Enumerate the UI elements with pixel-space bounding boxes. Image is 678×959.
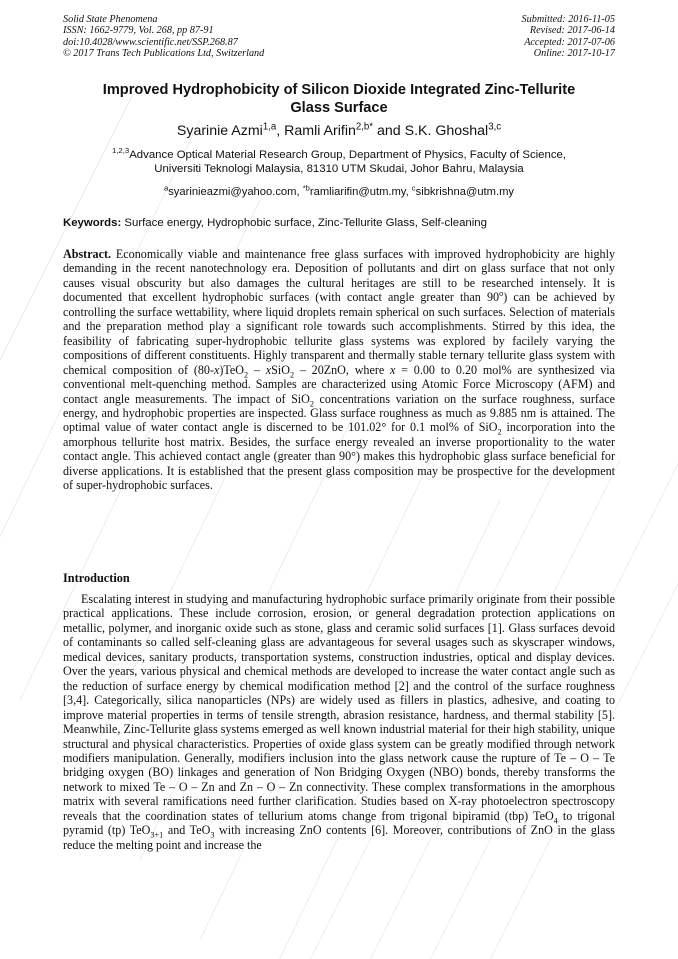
journal-issn: ISSN: 1662-9779, Vol. 268, pp 87-91 — [63, 25, 214, 37]
email-separator: , — [296, 186, 303, 198]
intro-text: to trigonal pyramid (tp) TeO — [63, 808, 615, 838]
author-emails — [63, 185, 615, 199]
date-online: Online: 2017-10-17 — [533, 47, 615, 59]
abstract-text: – 20ZnO, where — [294, 362, 391, 377]
keywords-label: Keywords: — [63, 217, 122, 229]
abstract-text: Economically viable and maintenance free glass surfaces with improved hydrophobicity are highly demanding in the recent nanotechnology era. Deposition of pollutants and dirt on glass surface that not only causes visual obscurity but also damages the cultural heritages are still to be researched intensely. It is documented that excellent hydrophobic surfaces (with contact angle greater than 90 — [63, 247, 615, 305]
date-revised: Revised: 2017-06-14 — [529, 25, 615, 37]
date-accepted: Accepted: 2017-07-06 — [524, 36, 615, 48]
email-marker: c — [411, 183, 416, 193]
email-separator: , — [405, 186, 412, 198]
abstract-label: Abstract. — [63, 247, 112, 261]
paper-title — [63, 81, 615, 117]
subscript: 2 — [309, 398, 314, 408]
intro-text: Escalating interest in studying and manufacturing hydrophobic surface primarily originate from their possible practical applications. These include corrosion, erosion, or general degradation protection applications on metallic, polymer, and inorganic oxide such as stone, glass and ceramic solid surfaces [1]. Glass surfaces devoid of contaminants so called self-cleaning glass are advantageous for several usages such as skyscraper windows, medical devices, sanitary products, transportation systems, construction industries, optical and display devices. Over the years, various physical and chemical methods are developed to increase the water contact angle such as the reduction of surface energy by chemical modification method [2] and the control of the surface roughness [3,4]. Categorically, silica nanoparticles (NPs) are widely used as fillers in plastics, adhesive, and coating to improve material properties in terms of tensile strength, abrasion resistance, hardness, and thermal stability [5]. Meanwhile, Zinc-Tellurite glass systems emerged as well known industrial material for their high stability, unique structural and physical characteristics. Properties of oxide glass system can be greatly modified through network modifiers manipulation. Generally, modifiers inclusion into the glass network cause the rupture of Te – O – Te bridging oxygen (BO) linkages and generation of Non Bridging Oxygen (NBO) bonds, thereby transforms the network to mixed Te – O – Zn and Zn – O – Zn connectivity. These complex transformations in the amorphous matrix with several ramifications need further clarification. Studies based on X-ray photoelectron spectroscopy reveals that the coordination states of tellurium atoms change from trigonal bipiramid (tbp) TeO — [63, 592, 615, 823]
journal-doi[interactable]: doi:10.4028/www.scientific.net/SSP.268.87 — [63, 36, 238, 48]
email-c[interactable]: sibkrishna@utm.my — [415, 186, 515, 198]
author-1: Syarinie Azmi — [176, 123, 263, 139]
journal-info — [63, 14, 264, 59]
abstract-text: ) can be achieved by controlling the surface wettability, where liquid droplets remain spherical on such surfaces. Selection of materials and the preparation method play a significant role towards such accomplishments. Stirred by this idea, the feasibility of fabricating super-hydrophobic tellurite glass systems was explored by facilely varying the compositions of different constituents. Highly transparent and thermally stable ternary tellurite glass system with chemical composition of (80- — [63, 290, 616, 377]
journal-name: Solid State Phenomena — [63, 14, 158, 25]
abstract-paragraph — [63, 247, 615, 493]
author-2: Ramli Arifin — [284, 123, 356, 139]
subscript: 4 — [553, 816, 558, 826]
subscript: 2 — [497, 427, 502, 437]
email-a[interactable]: syarinieazmi@yahoo.com — [168, 186, 297, 198]
author-separator: and — [373, 123, 405, 139]
author-list — [63, 122, 615, 140]
keywords-text: Surface energy, Hydrophobic surface, Zinc-Tellurite Glass, Self-cleaning — [121, 217, 487, 229]
author-3: S.K. Ghoshal — [404, 123, 489, 139]
abstract-text: SiO — [271, 362, 290, 377]
abstract-text: incorporation into the amorphous tellurite host matrix. Besides, the surface energy revealed an inverse proportionality to the water contact angle. This achieved contact angle (greater than 90°) makes this hydrophobic glass surface beneficial for diverse applications. It is established that the present glass composition may be prospective for the development of super-hydrophobic surfaces. — [63, 420, 615, 493]
degree-sup: o — [499, 289, 504, 299]
affiliation-line-2: Universiti Teknologi Malaysia, 81310 UTM Skudai, Johor Bahru, Malaysia — [154, 163, 524, 175]
subscript: 2 — [289, 370, 295, 380]
abstract-text: – — [248, 362, 266, 377]
affiliation-marker: 1,2,3 — [111, 146, 130, 156]
title-line-2: Glass Surface — [290, 100, 388, 116]
subscript: 3 — [210, 830, 215, 840]
variable-x: x — [213, 362, 220, 377]
publication-dates — [522, 14, 615, 59]
affiliation-line-1: Advance Optical Material Research Group, Department of Physics, Faculty of Science, — [129, 149, 567, 161]
abstract-text: = 0.00 to 0.20 mol% are synthesized via conventional melt-quenching method. Samples are characterized using Atomic Force Microscopy (AFM) and contact angle measurements. The impact of SiO — [63, 362, 615, 406]
variable-x: x — [390, 362, 396, 377]
author-2-marker: 2,b* — [355, 121, 374, 133]
subscript: 2 — [244, 370, 249, 380]
date-submitted: Submitted: 2016-11-05 — [521, 14, 615, 25]
email-marker: *b — [302, 183, 310, 193]
author-1-marker: 1,a — [262, 121, 277, 133]
author-3-marker: 3,c — [488, 121, 502, 133]
affiliation — [63, 148, 615, 176]
variable-x: x — [265, 362, 272, 377]
email-marker: a — [163, 183, 169, 193]
intro-text: and TeO — [163, 823, 211, 838]
author-separator: , — [276, 123, 285, 139]
abstract-text: )TeO — [219, 362, 245, 377]
introduction-paragraph — [63, 592, 615, 852]
journal-copyright: © 2017 Trans Tech Publications Ltd, Switzerland — [63, 47, 265, 59]
section-heading-introduction: Introduction — [63, 571, 130, 585]
email-b[interactable]: ramliarifin@utm.my — [309, 186, 406, 198]
title-line-1: Improved Hydrophobicity of Silicon Dioxide Integrated Zinc-Tellurite — [102, 82, 576, 98]
abstract-text: concentrations variation on the surface roughness, surface energy, and hydrophobic properties are inspected. Glass surface roughness as much as 9.885 nm is attained. The optimal value of water contact angle is discerned to be 101.02° for 0.1 mol% of SiO — [63, 391, 615, 435]
subscript: 3+1 — [150, 830, 164, 840]
keywords — [63, 216, 615, 230]
intro-text: with increasing ZnO contents [6]. Moreover, contributions of ZnO in the glass reduce the melting point and increase the — [63, 823, 616, 852]
